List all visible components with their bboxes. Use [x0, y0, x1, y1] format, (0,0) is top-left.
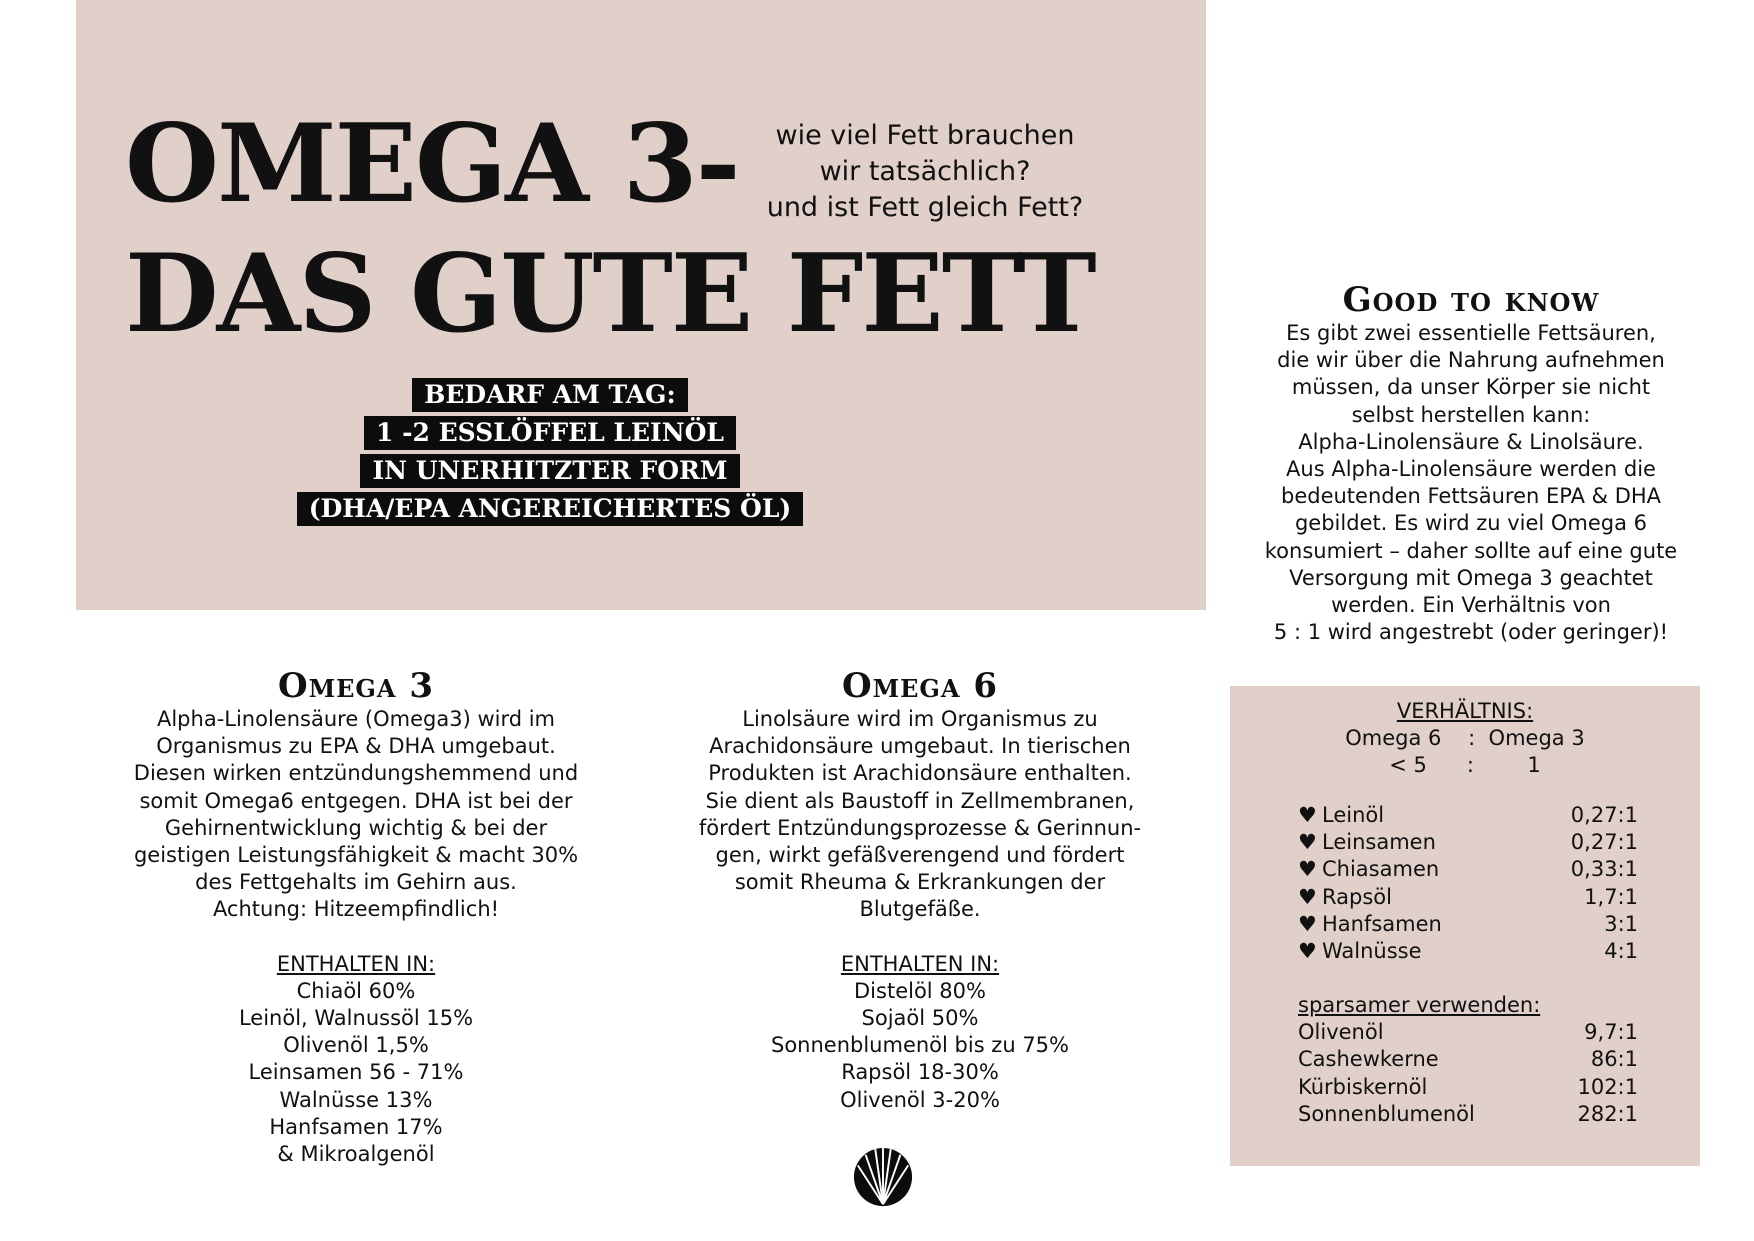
oil-name: Kürbiskernöl	[1298, 1074, 1428, 1099]
subtitle	[740, 118, 1110, 226]
page-title-line1: OMEGA 3-	[125, 101, 739, 227]
list-item: Distelöl 80%	[854, 978, 986, 1003]
requirement-line: IN UNERHITZTER FORM	[360, 454, 739, 488]
omega6-sources-list	[660, 978, 1180, 1114]
oil-ratio: 282:1	[1577, 1101, 1638, 1126]
table-row	[1298, 1019, 1638, 1046]
list-item: Leinsamen 56 - 71%	[248, 1060, 464, 1085]
ratio-panel	[1230, 686, 1700, 1166]
ratio-line: Omega 6 : Omega 3	[1345, 726, 1585, 750]
list-item: & Mikroalgenöl	[277, 1142, 435, 1167]
subtitle-line: wir tatsächlich?	[819, 156, 1031, 187]
oil-ratio: 102:1	[1577, 1074, 1638, 1099]
oil-ratio: 4:1	[1604, 939, 1638, 964]
omega6-heading: Omega 6	[841, 666, 999, 706]
omega3-heading: Omega 3	[277, 666, 435, 706]
list-item: Rapsöl 18-30%	[841, 1060, 999, 1085]
ratio-line: < 5 : 1	[1389, 753, 1541, 777]
oil-ratio: 3:1	[1604, 911, 1638, 936]
oil-ratio: 0,33:1	[1570, 857, 1638, 882]
subtitle-line: und ist Fett gleich Fett?	[766, 192, 1084, 223]
list-item: Leinöl, Walnussöl 15%	[238, 1006, 474, 1031]
oil-ratio: 0,27:1	[1570, 803, 1638, 827]
table-row	[1298, 911, 1638, 938]
requirement-line: (DHA/EPA ANGEREICHERTES ÖL)	[297, 492, 803, 526]
heart-icon: ♥	[1298, 911, 1317, 936]
sparingly-table	[1298, 992, 1638, 1128]
list-item: Chiaöl 60%	[296, 978, 416, 1003]
ratio-header	[1230, 698, 1700, 779]
omega3-text: Alpha-Linolensäure (Omega3) wird im Organismus zu EPA & DHA umgebaut. Diesen wirken entzündungshemmend und somit Omega6 entgegen. DHA ist bei der Gehirnentwicklung wichtig & bei der geistigen Leistungsfähigkeit & macht 30% des Fettgehalts im Gehirn aus. Achtung: Hitzeempfindlich!	[133, 707, 579, 922]
list-item: Hanfsamen 17%	[269, 1114, 443, 1139]
table-row	[1298, 802, 1638, 829]
requirement-line: 1 -2 ESSLÖFFEL LEINÖL	[364, 416, 736, 450]
daily-requirement-label	[230, 378, 870, 530]
list-item: Sonnenblumenöl bis zu 75%	[770, 1033, 1069, 1058]
oil-name: Chiasamen	[1322, 857, 1440, 882]
table-row	[1298, 1101, 1638, 1128]
table-row	[1298, 1074, 1638, 1101]
good-oils-table	[1298, 802, 1638, 965]
list-item: Walnüsse 13%	[279, 1087, 433, 1112]
ratio-heading: VERHÄLTNIS:	[1396, 699, 1534, 723]
oil-name: Walnüsse	[1322, 939, 1422, 964]
table-row	[1298, 1046, 1638, 1073]
omega6-text: Linolsäure wird im Organismus zu Arachidonsäure umgebaut. In tierischen Produkten ist Arachidonsäure enthalten. Sie dient als Baustoff in Zellmembranen, fördert Entzündungsprozesse & Gerinnun- gen, wirkt gefäßverengend und fördert somit Rheuma & Erkrankungen der Blutgefäße.	[698, 707, 1142, 922]
omega3-sources-list	[96, 978, 616, 1168]
oil-name: Sonnenblumenöl	[1298, 1101, 1475, 1126]
shell-icon	[852, 1146, 914, 1208]
table-row	[1298, 829, 1638, 856]
oil-name: Leinöl	[1322, 803, 1385, 827]
heart-icon: ♥	[1298, 830, 1317, 855]
heart-icon: ♥	[1298, 884, 1317, 909]
heart-icon: ♥	[1298, 803, 1317, 827]
oil-ratio: 0,27:1	[1570, 830, 1638, 855]
requirement-line: BEDARF AM TAG:	[412, 378, 687, 412]
oil-name: Olivenöl	[1298, 1020, 1384, 1045]
good-to-know-text: Es gibt zwei essentielle Fettsäuren, die wir über die Nahrung aufnehmen müssen, da unser Körper sie nicht selbst herstellen kann: Alpha-Linolensäure & Linolsäure. Aus Alpha-Linolensäure werden die bedeutenden Fettsäuren EPA & DHA gebildet. Es wird zu viel Omega 6 konsumiert – daher sollte auf eine gute Versorgung mit Omega 3 geachtet werden. Ein Verhältnis von 5 : 1 wird angestrebt (oder geringer)!	[1264, 321, 1678, 645]
oil-name: Hanfsamen	[1322, 911, 1442, 936]
omega6-contains-heading: ENTHALTEN IN:	[840, 951, 1000, 976]
heart-icon: ♥	[1298, 857, 1317, 882]
oil-name: Rapsöl	[1322, 884, 1392, 909]
page-title-line2: DAS GUTE FETT	[125, 231, 1095, 357]
sparingly-heading: sparsamer verwenden:	[1298, 993, 1541, 1017]
subtitle-line: wie viel Fett brauchen	[775, 120, 1075, 151]
oil-ratio: 9,7:1	[1584, 1020, 1638, 1045]
oil-name: Cashewkerne	[1298, 1047, 1439, 1072]
good-to-know-heading: Good to know	[1342, 280, 1600, 320]
omega3-section	[96, 666, 616, 1168]
oil-name: Leinsamen	[1322, 830, 1436, 855]
oil-ratio: 86:1	[1590, 1047, 1638, 1072]
table-row	[1298, 938, 1638, 965]
heart-icon: ♥	[1298, 939, 1317, 964]
omega3-contains-heading: ENTHALTEN IN:	[276, 951, 436, 976]
table-row	[1298, 884, 1638, 911]
list-item: Sojaöl 50%	[861, 1006, 979, 1031]
list-item: Olivenöl 1,5%	[283, 1033, 429, 1058]
list-item: Olivenöl 3-20%	[840, 1087, 1000, 1112]
oil-ratio: 1,7:1	[1584, 884, 1638, 909]
table-row	[1298, 856, 1638, 883]
omega6-section	[660, 666, 1180, 1114]
good-to-know-section	[1236, 280, 1706, 646]
